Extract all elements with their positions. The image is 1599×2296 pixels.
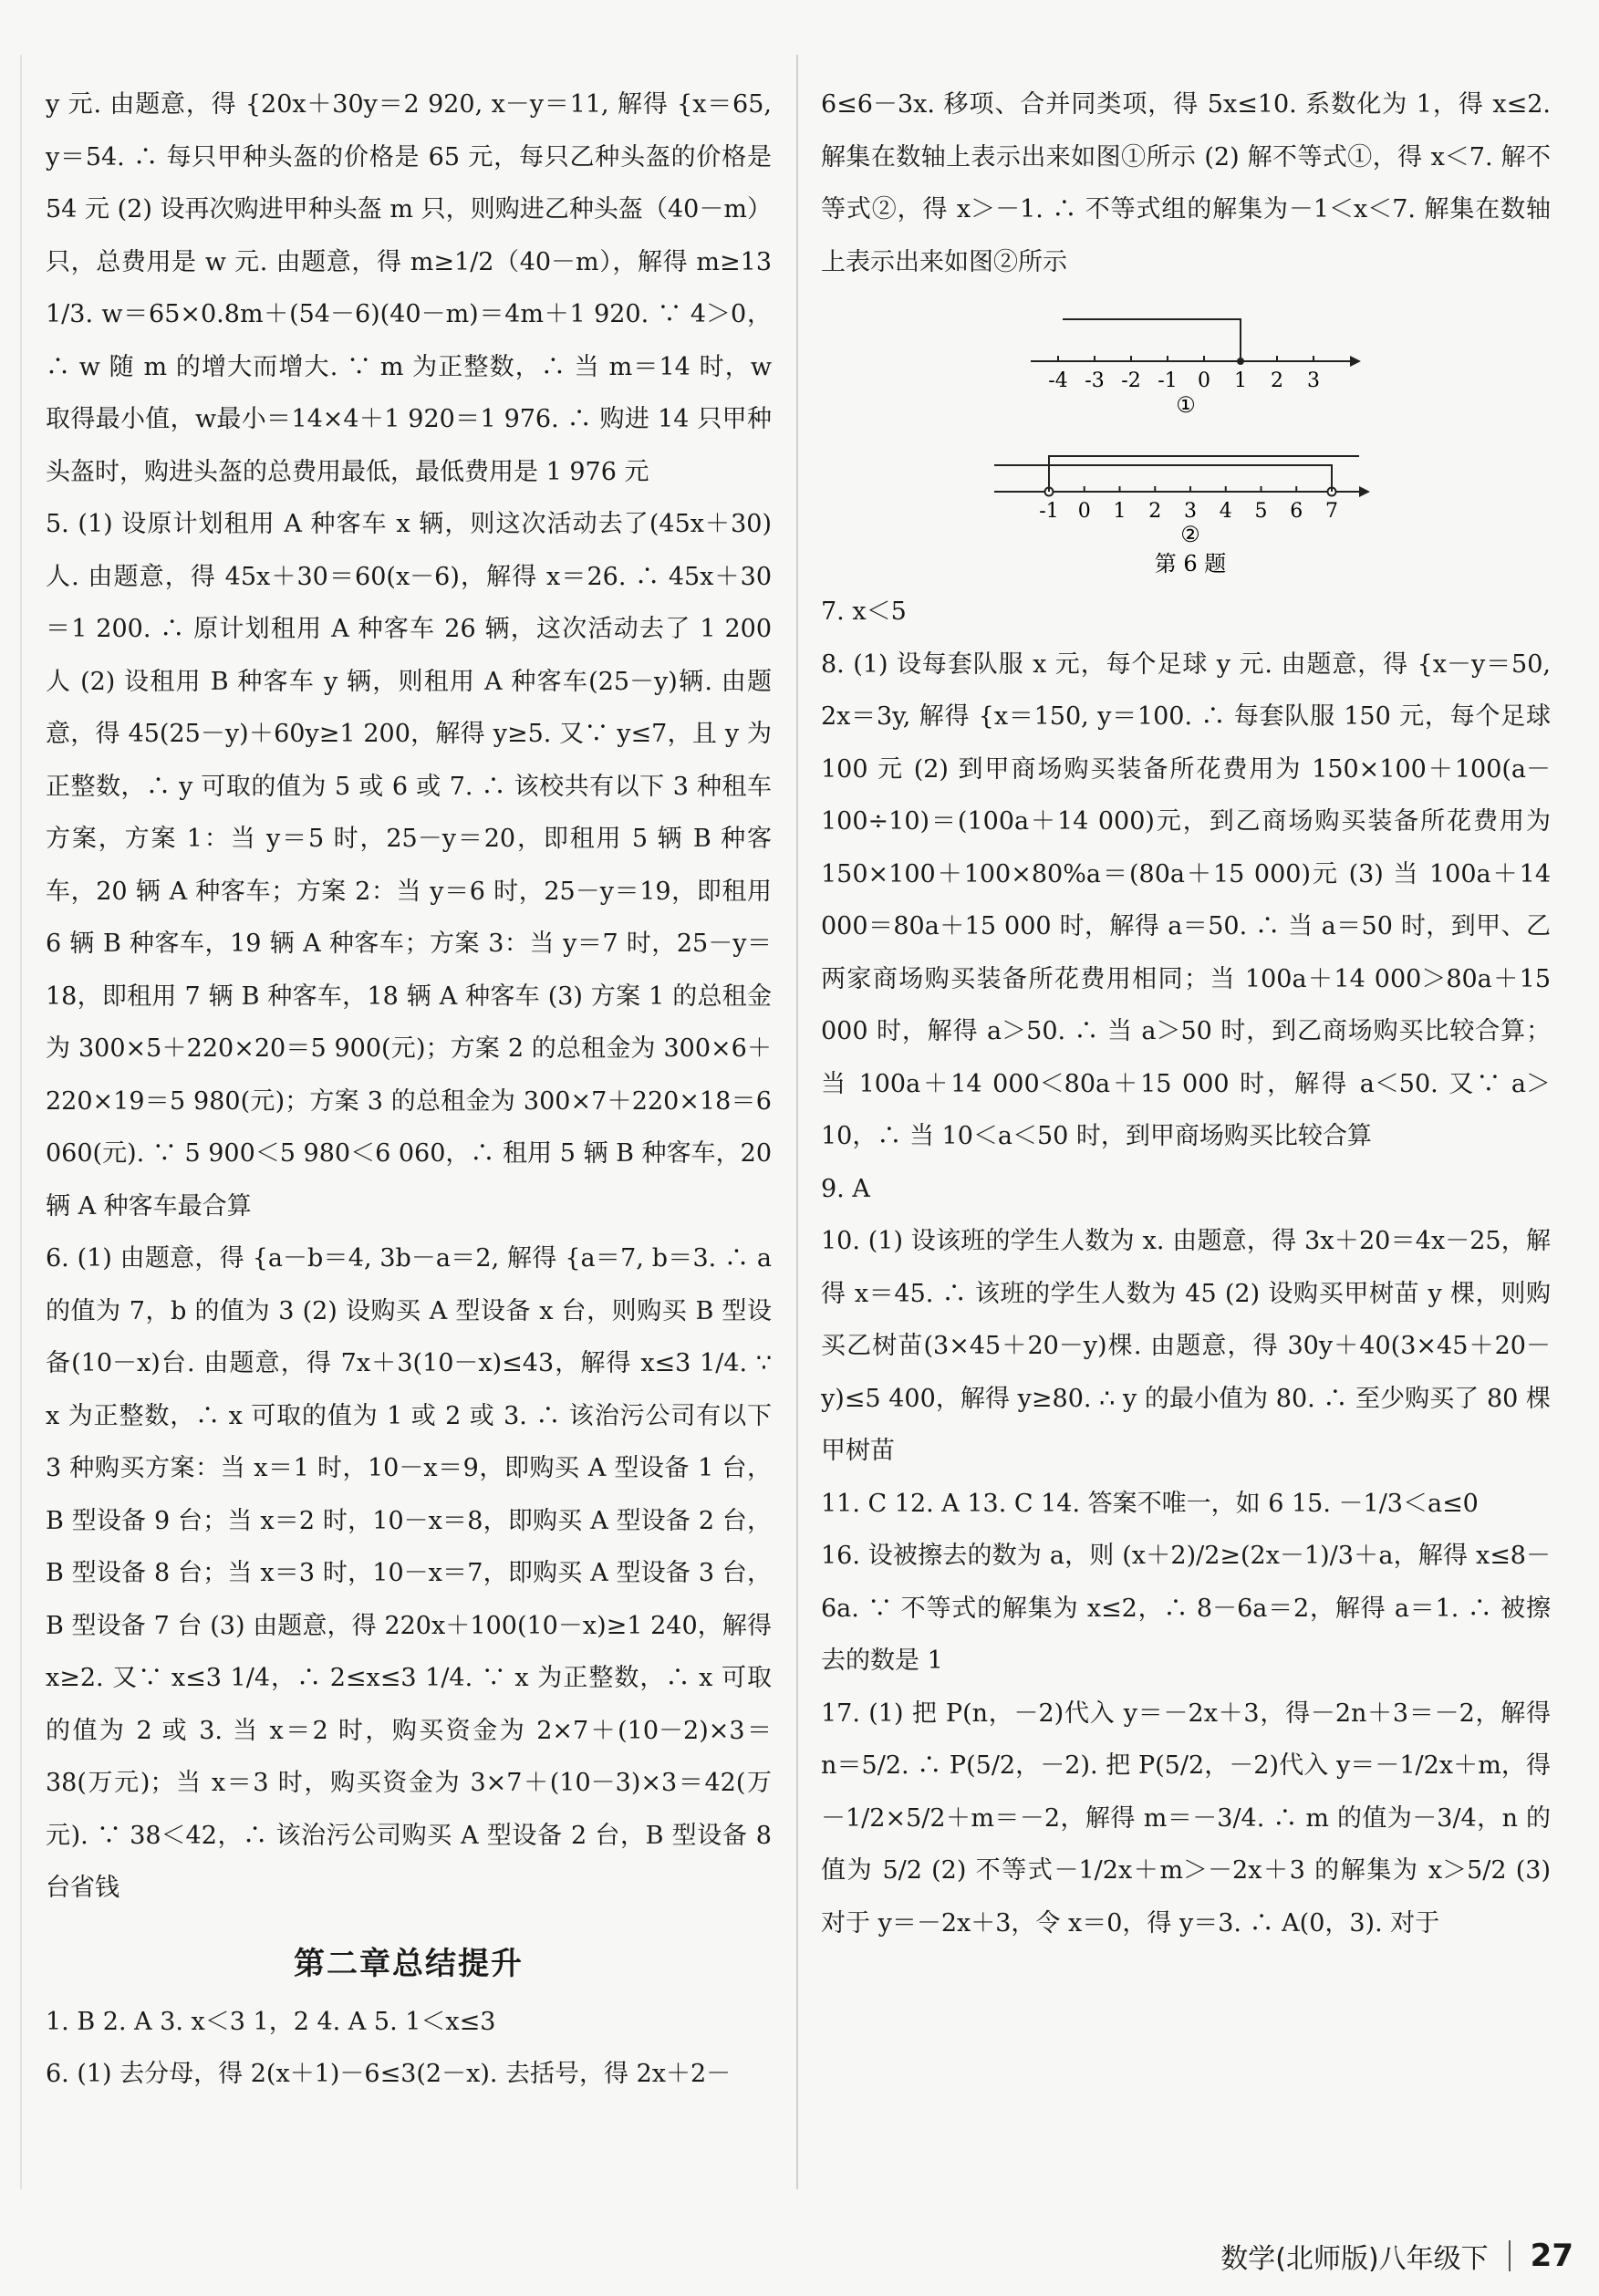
page-footer bbox=[1220, 2236, 1573, 2276]
tick-label: 1 bbox=[1234, 369, 1247, 392]
tick-label: -3 bbox=[1085, 369, 1105, 392]
tick-label: 3 bbox=[1184, 500, 1197, 523]
answer-6: 6. (1) 由题意，得 {a－b＝4, 3b－a＝2, 解得 {a＝7, b＝3. ∴ a 的值为 7，b 的值为 3 (2) 设购买 A 型设备 x 台，则购买 B 型设备(10－x)台. 由题意，得 7x＋3(10－x)≤43，解得 x≤3 1/4. ∵ x 为正整数，∴ x 可取的值为 1 或 2 或 3. ∴ 该治污公司有以下 3 种购买方案：当 x＝1 时，10－x＝9，即购买 A 型设备 1 台，B 型设备 9 台；当 x＝2 时，10－x＝8，即购买 A 型设备 2 台，B 型设备 8 台；当 x＝3 时，10－x＝7，即购买 A 型设备 3 台，B 型设备 7 台 (3) 由题意，得 220x＋100(10－x)≥1 240，解得 x≥2. 又∵ x≤3 1/4，∴ 2≤x≤3 1/4. ∵ x 为正整数，∴ x 可取的值为 2 或 3. 当 x＝2 时，购买资金为 2×7＋(10－2)×3＝38(万元)；当 x＝3 时，购买资金为 3×7＋(10－3)×3＝42(万元). ∵ 38＜42，∴ 该治污公司购买 A 型设备 2 台，B 型设备 8 台省钱 bbox=[46, 1244, 772, 1902]
tick-label: -2 bbox=[1121, 369, 1141, 392]
answer-10: 10. (1) 设该班的学生人数为 x. 由题意，得 3x＋20＝4x－25，解得 x＝45. ∴ 该班的学生人数为 45 (2) 设购买甲树苗 y 棵，则购买乙树苗(3×45＋20－y)棵. 由题意，得 30y＋40(3×45＋20－y)≤5 400，解得 y≥80. ∴ y 的最小值为 80. ∴ 至少购买了 80 棵甲树苗 bbox=[821, 1227, 1551, 1465]
number-line-svg bbox=[985, 305, 1386, 578]
answer-7: 7. x＜5 bbox=[821, 597, 907, 626]
answer-17: 17. (1) 把 P(n，－2)代入 y＝－2x＋3，得－2n＋3＝－2，解得 n＝5/2. ∴ P(5/2，－2). 把 P(5/2，－2)代入 y＝－1/2x＋m，得－1/2×5/2＋m＝－2，解得 m＝－3/4. ∴ m 的值为－3/4，n 的值为 5/2 (2) 不等式－1/2x＋m＞－2x＋3 的解集为 x＞5/2 (3) 对于 y＝－2x＋3，令 x＝0，得 y＝3. ∴ A(0，3). 对于 bbox=[821, 1699, 1551, 1938]
axis2-ray-upper bbox=[1049, 456, 1359, 492]
answer-16: 16. 设被擦去的数为 a，则 (x＋2)/2≥(2x－1)/3＋a，解得 x≤8－6a. ∵ 不等式的解集为 x≤2，∴ 8－6a＝2，解得 a＝1. ∴ 被擦去的数是 1 bbox=[821, 1542, 1551, 1675]
left-margin-rule bbox=[20, 55, 22, 2189]
tick-label: 0 bbox=[1077, 500, 1091, 523]
answer-6-continued: 6≤6－3x. 移项、合并同类项，得 5x≤10. 系数化为 1，得 x≤2. 解集在数轴上表示出来如图①所示 (2) 解不等式①，得 x＜7. 解不等式②，得 x＞－1. ∴ 不等式组的解集为－1＜x＜7. 解集在数轴上表示出来如图②所示 bbox=[821, 90, 1551, 276]
tick-label: 2 bbox=[1148, 500, 1162, 523]
left-column bbox=[46, 78, 772, 2101]
tick-label: 7 bbox=[1325, 500, 1338, 523]
tick-label: 3 bbox=[1307, 369, 1320, 392]
answers-11-15: 11. C 12. A 13. C 14. 答案不唯一，如 6 15. －1/3＜a≤0 bbox=[821, 1489, 1479, 1518]
tick-label: -1 bbox=[1158, 369, 1178, 392]
summary-answer-6: 6. (1) 去分母，得 2(x＋1)－6≤3(2－x). 去括号，得 2x＋2－ bbox=[46, 2060, 732, 2088]
axis2-ray-lower bbox=[994, 465, 1332, 492]
axis2-arrow bbox=[1359, 486, 1370, 497]
tick-label: 4 bbox=[1219, 500, 1232, 523]
tick-label: 0 bbox=[1198, 369, 1210, 392]
axis1-arrow bbox=[1350, 356, 1361, 367]
tick-label: 6 bbox=[1290, 500, 1303, 523]
tick-label: -1 bbox=[1039, 500, 1059, 523]
tick-label: 5 bbox=[1254, 500, 1268, 523]
answer-paragraph: y 元. 由题意，得 {20x＋30y＝2 920, x－y＝11, 解得 {x＝65, y＝54. ∴ 每只甲种头盔的价格是 65 元，每只乙种头盔的价格是 54 元 (2) 设再次购进甲种头盔 m 只，则购进乙种头盔（40－m）只，总费用是 w 元. 由题意，得 m≥1/2（40－m），解得 m≥13 1/3. w＝65×0.8m＋(54－6)(40－m)＝4m＋1 920. ∵ 4＞0，∴ w 随 m 的增大而增大. ∵ m 为正整数，∴ 当 m＝14 时，w 取得最小值，w最小＝14×4＋1 920＝1 976. ∴ 购进 14 只甲种头盔时，购进头盔的总费用最低，最低费用是 1 976 元 bbox=[46, 90, 772, 486]
summary-answers-1-5: 1. B 2. A 3. x＜3 1，2 4. A 5. 1＜x≤3 bbox=[46, 2007, 496, 2036]
column-divider bbox=[796, 55, 798, 2189]
page-number: 27 bbox=[1530, 2238, 1573, 2274]
tick-label: 1 bbox=[1113, 500, 1127, 523]
figure-caption: 第 6 题 bbox=[1154, 551, 1227, 577]
section-title: 第二章总结提升 bbox=[294, 1945, 524, 1982]
number-line-figure bbox=[821, 305, 1551, 578]
tick-label: 2 bbox=[1271, 369, 1283, 392]
axis2-label: ② bbox=[1180, 522, 1200, 547]
tick-label: -4 bbox=[1048, 369, 1068, 392]
footer-subject: 数学(北师版)八年级下 bbox=[1220, 2243, 1489, 2275]
footer-separator bbox=[1509, 2240, 1511, 2271]
answer-8: 8. (1) 设每套队服 x 元，每个足球 y 元. 由题意，得 {x－y＝50, 2x＝3y, 解得 {x＝150, y＝100. ∴ 每套队服 150 元，每个足球 100 元 (2) 到甲商场购买装备所花费用为 150×100＋100(a－100÷10)＝(100a＋14 000)元，到乙商场购买装备所花费用为 150×100＋100×80%a＝(80a＋15 000)元 (3) 当 100a＋14 000＝80a＋15 000 时，解得 a＝50. ∴ 当 a＝50 时，到甲、乙两家商场购买装备所花费用相同；当 100a＋14 000＞80a＋15 000 时，解得 a＞50. ∴ 当 a＞50 时，到乙商场购买比较合算；当 100a＋14 000＜80a＋15 000 时，解得 a＜50. 又∵ a＞10，∴ 当 10＜a＜50 时，到甲商场购买比较合算 bbox=[821, 649, 1551, 1150]
right-column bbox=[821, 78, 1551, 1949]
answer-5: 5. (1) 设原计划租用 A 种客车 x 辆，则这次活动去了(45x＋30)人. 由题意，得 45x＋30＝60(x－6)，解得 x＝26. ∴ 45x＋30＝1 200. ∴ 原计划租用 A 种客车 26 辆，这次活动去了 1 200 人 (2) 设租用 B 种客车 y 辆，则租用 A 种客车(25－y)辆. 由题意，得 45(25－y)＋60y≥1 200，解得 y≥5. 又∵ y≤7，且 y 为正整数，∴ y 可取的值为 5 或 6 或 7. ∴ 该校共有以下 3 种租车方案，方案 1：当 y＝5 时，25－y＝20，即租用 5 辆 B 种客车，20 辆 A 种客车；方案 2：当 y＝6 时，25－y＝19，即租用 6 辆 B 种客车，19 辆 A 种客车；方案 3：当 y＝7 时，25－y＝18，即租用 7 辆 B 种客车，18 辆 A 种客车 (3) 方案 1 的总租金为 300×5＋220×20＝5 900(元)；方案 2 的总租金为 300×6＋220×19＝5 980(元)；方案 3 的总租金为 300×7＋220×18＝6 060(元). ∵ 5 900＜5 980＜6 060，∴ 租用 5 辆 B 种客车，20 辆 A 种客车最合算 bbox=[46, 510, 772, 1221]
axis1-label: ① bbox=[1176, 392, 1196, 418]
answer-9: 9. A bbox=[821, 1174, 870, 1203]
axis1-solution-ray bbox=[1063, 319, 1241, 361]
